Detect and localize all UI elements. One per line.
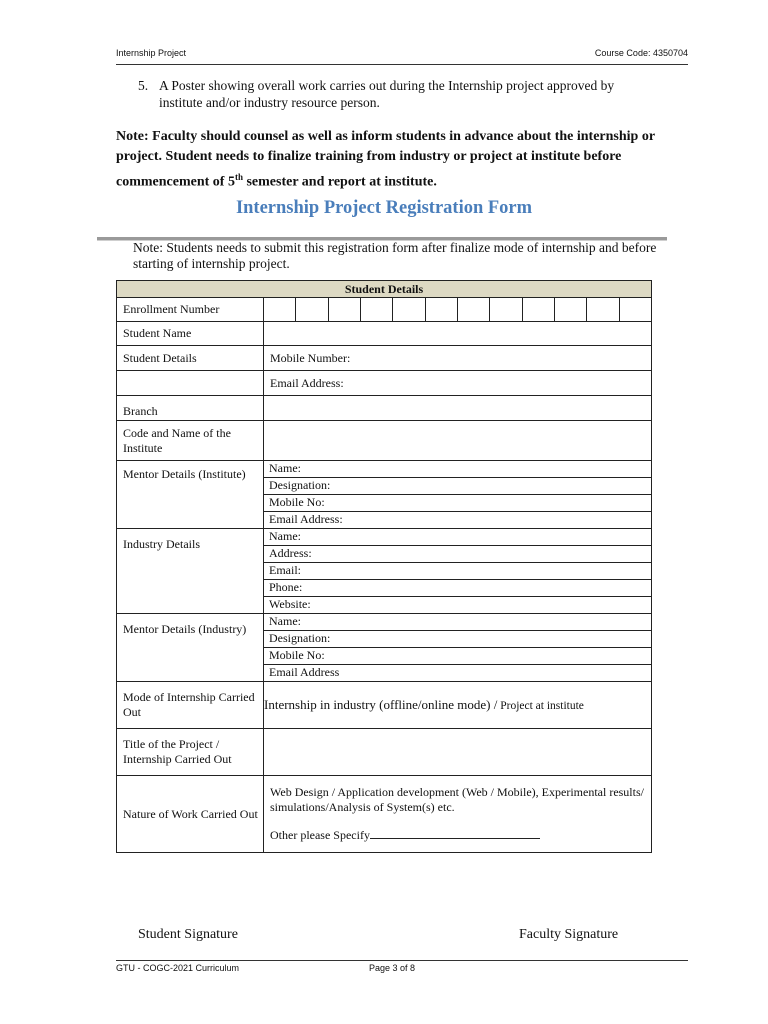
mode-label: Mode of Internship Carried Out [117,682,264,729]
mentor-industry-designation[interactable]: Designation: [264,631,652,648]
nature-field[interactable] [264,776,652,853]
student-name-field[interactable] [264,322,652,346]
note-sup: th [234,172,243,182]
student-signature: Student Signature [138,927,238,942]
mobile-number-field[interactable]: Mobile Number: [264,346,652,371]
branch-field[interactable] [264,396,652,421]
faculty-note [116,127,661,193]
enrollment-input[interactable] [264,298,652,322]
industry-phone[interactable]: Phone: [264,580,652,597]
note-text-end: semester and report at institute. [242,174,437,190]
page-header [116,46,688,65]
list-number: 5. [138,78,149,93]
header-left: Internship Project [116,48,187,58]
mode-option-industry: Internship in industry (offline/online mode) / [264,697,498,712]
project-title-label: Title of the Project / Internship Carried Out [117,729,264,776]
mode-field[interactable] [264,682,652,729]
mentor-industry-email[interactable]: Email Address [264,665,652,682]
enrollment-digit-boxes[interactable] [264,298,651,321]
industry-address[interactable]: Address: [264,546,652,563]
mentor-industry-mobile[interactable]: Mobile No: [264,648,652,665]
industry-email[interactable]: Email: [264,563,652,580]
nature-other-line[interactable] [370,827,540,839]
enrollment-label: Enrollment Number [117,298,264,322]
nature-options: Web Design / Application development (Web / Mobile), Experimental results/ simulations/Analysis of System(s) etc. [270,785,644,814]
student-name-label: Student Name [117,322,264,346]
page-footer [116,960,688,973]
empty-label-cell [117,371,264,396]
institute-field[interactable] [264,421,652,461]
mentor-institute-designation[interactable]: Designation: [264,478,652,495]
registration-form [116,280,652,853]
nature-other-label: Other please Specify [270,828,370,842]
footer-curriculum: GTU - COGC-2021 Curriculum [116,963,240,973]
mentor-industry-label: Mentor Details (Industry) [117,614,264,682]
footer-page-number: Page 3 of 8 [369,963,416,973]
mentor-institute-name[interactable]: Name: [264,461,652,478]
institute-label: Code and Name of the Institute [117,421,264,461]
note-text: Note: Faculty should counsel as well as inform students in advance about the internship or project. Student needs to finalize training from industry or project at institute before commencement of 5 [116,129,655,190]
email-address-field[interactable]: Email Address: [264,371,652,396]
mentor-industry-name[interactable]: Name: [264,614,652,631]
mentor-institute-mobile[interactable]: Mobile No: [264,495,652,512]
faculty-signature: Faculty Signature [519,927,619,942]
nature-label: Nature of Work Carried Out [117,776,264,853]
nature-other [270,827,651,843]
industry-website[interactable]: Website: [264,597,652,614]
form-title: Internship Project Registration Form [235,198,533,218]
industry-label: Industry Details [117,529,264,614]
section-header: Student Details [117,281,652,298]
header-course-code: Course Code: 4350704 [594,48,688,58]
list-text: A Poster showing overall work carries out during the Internship project approved by institute and/or industry resource person. [159,78,615,110]
mode-option-institute: Project at institute [497,700,584,712]
student-details-label: Student Details [117,346,264,371]
submission-note: Note: Students needs to submit this registration form after finalize mode of internship and before starting of internship project. [133,240,657,271]
mentor-institute-label: Mentor Details (Institute) [117,461,264,529]
branch-label: Branch [117,396,264,421]
mentor-institute-email[interactable]: Email Address: [264,512,652,529]
list-item-5 [138,77,658,111]
industry-name[interactable]: Name: [264,529,652,546]
project-title-field[interactable] [264,729,652,776]
